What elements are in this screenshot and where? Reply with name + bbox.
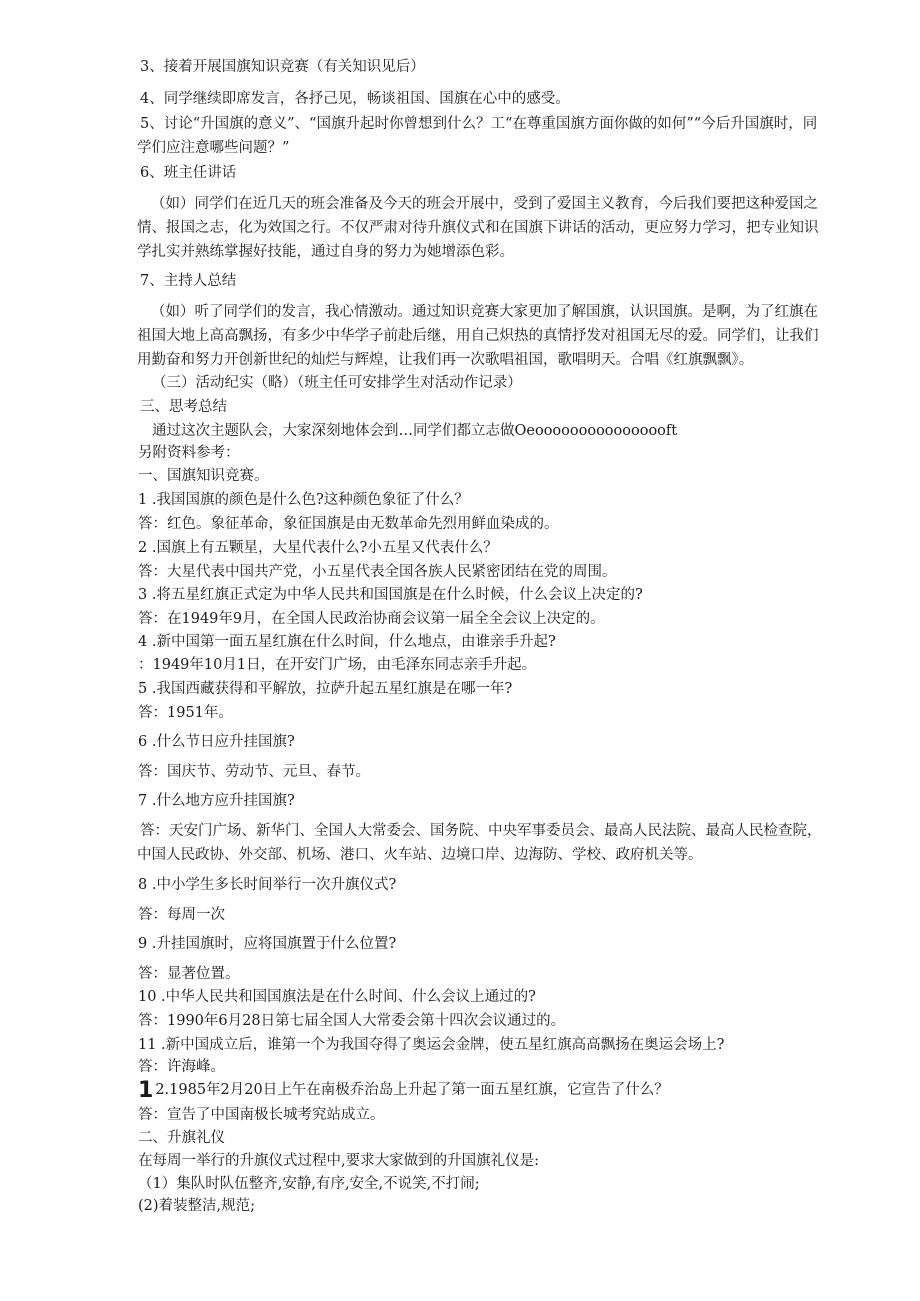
question: [138, 1078, 669, 1103]
answer: 答：显著位置。: [138, 966, 240, 982]
answer: 答：大星代表中国共产党，小五星代表全国各族人民紧密团结在党的周围。: [138, 564, 617, 580]
text-line: 3、接着开展国旗知识竞赛（有关知识见后）: [140, 59, 425, 75]
answer: 答：1951年。: [138, 705, 233, 721]
question: 1 .我国国旗的颜色是什么色?这种颜色象征了什么？: [138, 492, 469, 508]
paragraph: （如）同学们在近几天的班会准备及今天的班会开展中，受到了爱国主义教育，今后我们要把这种爱国之情、报国之志，化为效国之行。不仅严肃对待升旗仪式和在国旗下讲话的活动，更应努力学习，把专业知识学扎实并熟练掌握好技能，通过自身的努力为她增添色彩。: [137, 196, 819, 260]
answer: 答：在1949年9月，在全国人民政治协商会议第一届全全会议上决定的。: [138, 611, 605, 627]
question: 4 .新中国第一面五星红旗在什么时间，什么地点，由谁亲手升起?: [138, 634, 556, 650]
section-heading: 一、国旗知识竞赛。: [138, 468, 269, 484]
text-line: 7、主持人总结: [140, 273, 237, 289]
section-heading: 二、升旗礼仪: [138, 1130, 225, 1146]
question: 7 .什么地方应升挂国旗?: [138, 793, 295, 809]
question-number-glyph: 1: [138, 1078, 154, 1103]
question-text: 2.1985年2月20日上午在南极乔治岛上升起了第一面五星红旗，它宣告了什么？: [155, 1082, 669, 1098]
paragraph: （如）听了同学们的发言，我心情激动。通过知识竞赛大家更加了解国旗，认识国旗。是啊，为了红旗在祖国大地上高高飘扬，有多少中华学子前赴后继，用自己炽热的真情抒发对祖国无尽的爱。同学们，让我们用勤奋和努力开创新世纪的灿烂与辉煌，让我们再一次歌唱祖国，歌唱明天。合唱《红旗飘飘》。: [137, 304, 819, 368]
answer: 答：天安门广场、新华门、全国人大常委会、国务院、中央军事委员会、最高人民法院、最高人民检查院，中国人民政协、外交部、机场、港口、火车站、边境口岸、边海防、学校、政府机关等。: [137, 823, 822, 863]
answer: ：1949年10月1日，在开安门广场，由毛泽东同志亲手升起。: [138, 657, 537, 673]
answer: 答：许海峰。: [138, 1059, 225, 1075]
answer: 答：1990年6月28日第七届全国人大常委会第十四次会议通过的。: [138, 1013, 566, 1029]
question: 5 .我国西藏获得和平解放，拉萨升起五星红旗是在哪一年?: [138, 681, 513, 697]
text-line: （三）活动纪实（略）（班主任可安排学生对活动作记录）: [152, 375, 522, 391]
text-line: 4、同学继续即席发言，各抒己见，畅谈祖国、国旗在心中的感受。: [140, 91, 570, 107]
answer: 答：宣告了中国南极长城考究站成立。: [138, 1107, 385, 1123]
answer: 答：每周一次: [138, 907, 225, 923]
question: 6 .什么节日应升挂国旗?: [138, 734, 295, 750]
text-line: 另附资料参考：: [138, 445, 240, 461]
list-item: (2)着装整洁,规范;: [138, 1198, 256, 1214]
text-line: 6、班主任讲话: [140, 165, 237, 181]
question: 8 .中小学生多长时间举行一次升旗仪式?: [138, 877, 397, 893]
text-line: 三、思考总结: [140, 399, 227, 415]
answer: 答：红色。象征革命，象征国旗是由无数革命先烈用鲜血染成的。: [138, 516, 559, 532]
list-item: （1）集队时队伍整齐,安静,有序,安全,不说笑,不打闹;: [138, 1176, 480, 1192]
answer: 答：国庆节、劳动节、元旦、春节。: [138, 764, 370, 780]
question: 3 .将五星红旗正式定为中华人民共和国国旗是在什么时候，什么会议上决定的?: [138, 587, 643, 603]
question: 9 .升挂国旗时，应将国旗置于什么位置?: [138, 936, 397, 952]
text-line: 通过这次主题队会，大家深刻地体会到…同学们都立志做Oeoooooooooooooooft: [152, 423, 678, 439]
question: 10 .中华人民共和国国旗法是在什么时间、什么会议上通过的?: [138, 989, 536, 1005]
question: 2 .国旗上有五颗星，大星代表什么?小五星又代表什么？: [138, 540, 498, 556]
paragraph: 5、讨论“升国旗的意义”、“国旗升起时你曾想到什么？工“在尊重国旗方面你做的如何”“今后升国旗时，同学们应注意哪些问题？”: [137, 116, 818, 156]
question: 11 .新中国成立后，谁第一个为我国夺得了奥运会金牌，使五星红旗高高飘扬在奥运会场上?: [138, 1037, 725, 1053]
text-line: 在每周一举行的升旗仪式过程中,要求大家做到的升国旗礼仪是:: [138, 1153, 539, 1169]
